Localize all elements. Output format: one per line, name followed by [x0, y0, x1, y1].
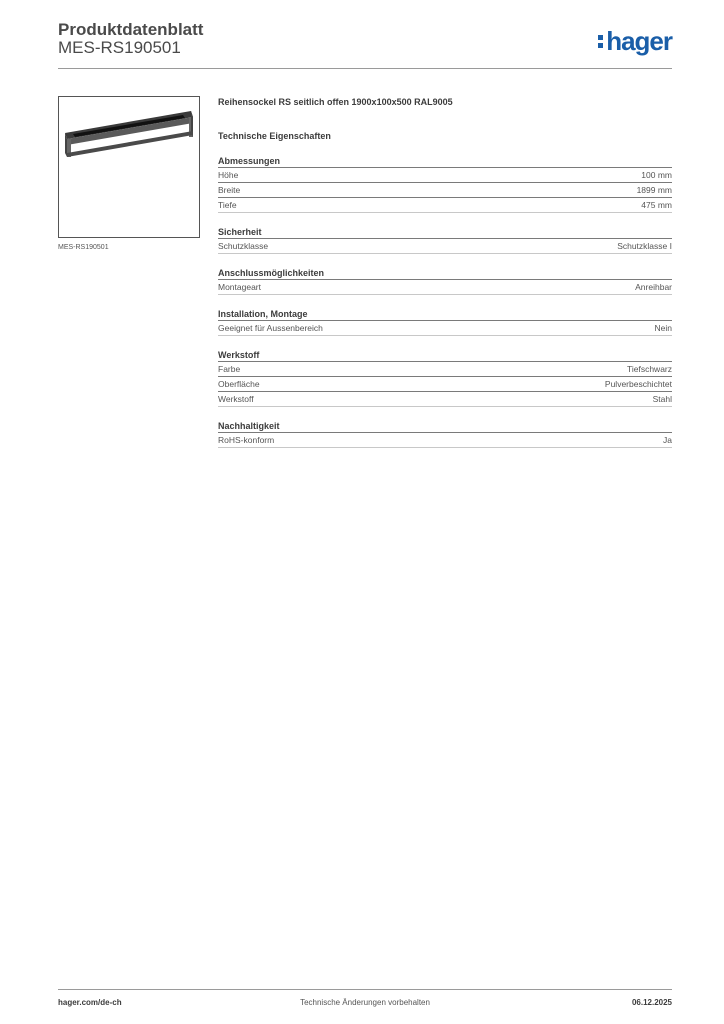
logo-text: hager [606, 26, 672, 56]
row-label: Höhe [218, 170, 239, 180]
table-row [218, 238, 672, 254]
row-label: Schutzklasse [218, 241, 269, 251]
section-title: Sicherheit [218, 227, 262, 237]
row-label: Farbe [218, 364, 241, 374]
logo-dots-icon [598, 35, 603, 48]
row-value: Tiefschwarz [626, 364, 672, 374]
document-title: Produktdatenblatt [58, 20, 204, 39]
section-title: Anschlussmöglichkeiten [218, 268, 325, 278]
page-footer [58, 998, 672, 1010]
table-row [218, 320, 672, 336]
row-value: Nein [654, 323, 672, 333]
row-value: Anreihbar [635, 282, 672, 292]
product-image [58, 96, 200, 238]
row-label: Tiefe [218, 200, 237, 210]
section-anschlussmoeglichkeiten [218, 267, 672, 295]
row-value: 1899 mm [636, 185, 672, 195]
page-header [58, 20, 672, 68]
row-value: Pulverbeschichtet [604, 379, 672, 389]
row-label: Breite [218, 185, 241, 195]
footer-date: 06.12.2025 [631, 998, 672, 1007]
header-divider [58, 68, 672, 69]
row-label: Werkstoff [218, 394, 254, 404]
section-title: Werkstoff [218, 350, 260, 360]
table-row [218, 197, 672, 213]
footer-divider [58, 989, 672, 990]
document-subtitle: MES-RS190501 [58, 38, 181, 57]
row-value: 475 mm [641, 200, 672, 210]
row-value: Schutzklasse I [617, 241, 672, 251]
product-name: Reihensockel RS seitlich offen 1900x100x500 RAL9005 [218, 97, 453, 107]
table-row [218, 279, 672, 295]
table-row [218, 182, 672, 197]
product-details [218, 96, 672, 448]
tech-properties-heading: Technische Eigenschaften [218, 131, 331, 141]
table-row [218, 167, 672, 182]
row-value: Ja [663, 435, 672, 445]
table-row [218, 376, 672, 391]
footer-notice: Technische Änderungen vorbehalten [300, 998, 430, 1007]
table-row [218, 432, 672, 448]
row-value: Stahl [652, 394, 672, 404]
section-title: Installation, Montage [218, 309, 308, 319]
section-nachhaltigkeit [218, 420, 672, 448]
hager-logo [598, 28, 672, 54]
section-abmessungen [218, 155, 672, 213]
row-label: Montageart [218, 282, 261, 292]
section-werkstoff [218, 349, 672, 407]
footer-website: hager.com/de-ch [58, 998, 122, 1007]
row-label: Geeignet für Aussenbereich [218, 323, 323, 333]
row-label: RoHS-konform [218, 435, 275, 445]
section-sicherheit [218, 226, 672, 254]
section-title: Nachhaltigkeit [218, 421, 280, 431]
image-caption: MES-RS190501 [58, 244, 109, 251]
table-row [218, 361, 672, 376]
row-label: Oberfläche [218, 379, 260, 389]
product-plinth-image [59, 97, 199, 237]
table-row [218, 391, 672, 407]
section-installation-montage [218, 308, 672, 336]
section-title: Abmessungen [218, 156, 281, 166]
row-value: 100 mm [641, 170, 672, 180]
